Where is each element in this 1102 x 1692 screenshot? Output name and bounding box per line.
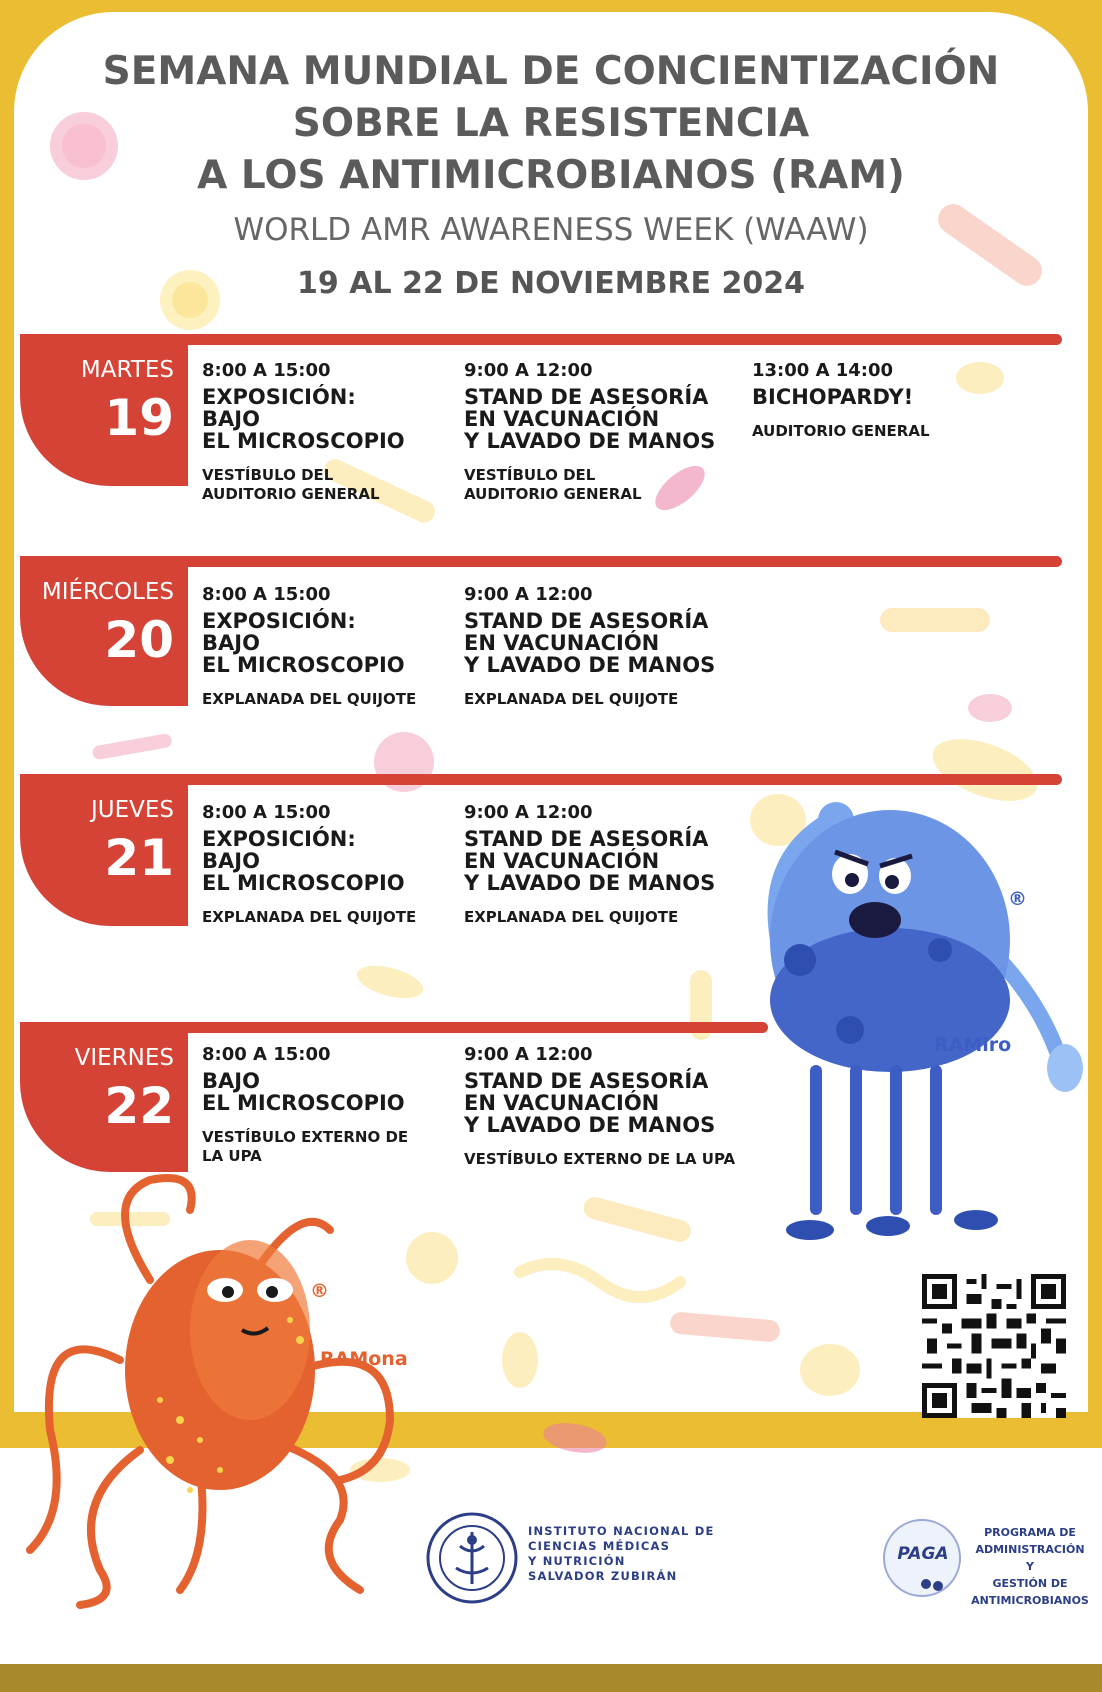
event-location: VESTÍBULO EXTERNO DE LA UPA [202, 1128, 409, 1165]
event-location: EXPLANADA DEL QUIJOTE [202, 690, 417, 708]
event-exposicion [202, 1044, 442, 1166]
event-location: VESTÍBULO DEL AUDITORIO GENERAL [202, 466, 380, 503]
ramona-label: RAMona [320, 1348, 408, 1370]
event-location: VESTÍBULO EXTERNO DE LA UPA [464, 1150, 736, 1168]
event-dates: 19 AL 22 DE NOVIEMBRE 2024 [297, 266, 805, 301]
event-exposicion [202, 584, 442, 709]
event-location: EXPLANADA DEL QUIJOTE [202, 908, 417, 926]
day-block-martes [0, 334, 1102, 503]
event-stand [464, 360, 764, 504]
day-tab [20, 1022, 188, 1172]
event-title: STAND DE ASESORÍA EN VACUNACIÓN Y LAVADO DE MANOS [464, 827, 716, 895]
event-time: 8:00 A 15:00 [202, 1044, 331, 1065]
title-line-3: A LOS ANTIMICROBIANOS (RAM) [197, 153, 905, 198]
event-title: STAND DE ASESORÍA EN VACUNACIÓN Y LAVADO DE MANOS [464, 385, 716, 453]
paga-program-name: PROGRAMA DE ADMINISTRACIÓN Y GESTIÓN DE ANTIMICROBIANOS [971, 1526, 1089, 1607]
ramona-registered-mark: ® [310, 1280, 329, 1302]
event-title: STAND DE ASESORÍA EN VACUNACIÓN Y LAVADO DE MANOS [464, 609, 716, 677]
paga-logo-text: PAGA [897, 1544, 949, 1564]
ramiro-registered-mark: ® [1008, 888, 1027, 910]
event-title: EXPOSICIÓN: BAJO EL MICROSCOPIO [202, 827, 405, 895]
event-title: EXPOSICIÓN: BAJO EL MICROSCOPIO [202, 609, 405, 677]
event-location: VESTÍBULO DEL AUDITORIO GENERAL [464, 466, 642, 503]
day-block-miercoles [0, 556, 1102, 716]
event-stand [464, 802, 764, 927]
day-tab [20, 556, 188, 706]
event-stand [464, 1044, 764, 1169]
qr-code-icon[interactable] [922, 1274, 1066, 1418]
bacteria-decoration-icon [354, 960, 427, 1005]
bacteria-decoration-icon [92, 733, 173, 761]
event-exposicion [202, 360, 442, 504]
bacteria-decoration-icon [800, 1344, 860, 1396]
event-time: 8:00 A 15:00 [202, 802, 331, 823]
day-name: MARTES [80, 357, 174, 383]
event-location: EXPLANADA DEL QUIJOTE [464, 908, 679, 926]
day-number: 22 [104, 1077, 174, 1135]
institute-name: INSTITUTO NACIONAL DE CIENCIAS MÉDICAS Y NUTRICIÓN SALVADOR ZUBIRÁN [528, 1524, 715, 1583]
ramona-mascot [10, 1170, 430, 1610]
day-name: MIÉRCOLES [41, 579, 174, 605]
event-time: 9:00 A 12:00 [464, 802, 593, 823]
day-number: 21 [104, 829, 174, 887]
subtitle: WORLD AMR AWARENESS WEEK (WAAW) [233, 212, 869, 248]
event-title: BAJO EL MICROSCOPIO [202, 1069, 405, 1115]
day-tab [20, 774, 188, 926]
institute-seal-icon [426, 1512, 518, 1604]
event-location: AUDITORIO GENERAL [752, 422, 930, 440]
event-time: 13:00 A 14:00 [752, 360, 894, 381]
event-title: BICHOPARDY! [752, 385, 914, 409]
ramiro-label: RAMiro [934, 1034, 1012, 1056]
event-exposicion [202, 802, 442, 927]
bacteria-decoration-icon [541, 1419, 609, 1458]
bacteria-decoration-icon [502, 1332, 538, 1388]
day-number: 20 [104, 611, 174, 669]
title-line-1: SEMANA MUNDIAL DE CONCIENTIZACIÓN [102, 49, 1000, 94]
bacteria-decoration-icon [520, 1264, 680, 1297]
event-time: 9:00 A 12:00 [464, 1044, 593, 1065]
bacteria-decoration-icon [581, 1195, 693, 1245]
ramiro-mascot [740, 800, 1090, 1270]
day-name: JUEVES [90, 797, 174, 823]
event-stand [464, 584, 764, 709]
day-number: 19 [104, 389, 174, 447]
bacteria-decoration-icon [669, 1311, 780, 1343]
event-title: STAND DE ASESORÍA EN VACUNACIÓN Y LAVADO DE MANOS [464, 1069, 716, 1137]
title-line-2: SOBRE LA RESISTENCIA [292, 101, 810, 146]
day-tab [20, 334, 188, 486]
event-time: 9:00 A 12:00 [464, 360, 593, 381]
event-time: 8:00 A 15:00 [202, 360, 331, 381]
event-title: EXPOSICIÓN: BAJO EL MICROSCOPIO [202, 385, 405, 453]
event-time: 9:00 A 12:00 [464, 584, 593, 605]
event-time: 8:00 A 15:00 [202, 584, 331, 605]
day-name: VIERNES [74, 1045, 174, 1071]
paga-logo-icon [878, 1516, 968, 1600]
event-location: EXPLANADA DEL QUIJOTE [464, 690, 679, 708]
event-bichopardy [752, 360, 982, 441]
